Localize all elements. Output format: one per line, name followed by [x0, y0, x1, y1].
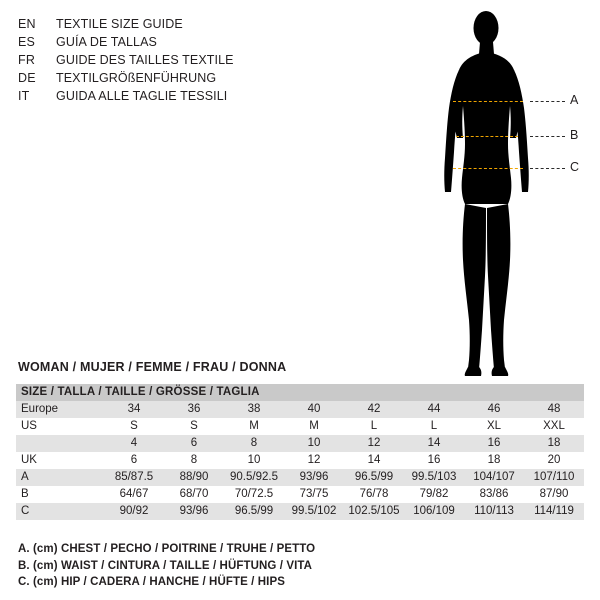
row-label: Europe: [16, 401, 104, 418]
table-cell: 14: [404, 435, 464, 452]
table-cell: S: [164, 418, 224, 435]
table-cell: 36: [164, 401, 224, 418]
table-cell: 99.5/103: [404, 469, 464, 486]
table-cell: 34: [104, 401, 164, 418]
table-cell: 99.5/102: [284, 503, 344, 520]
measurement-notes: [18, 541, 578, 591]
note-hip: C. (cm) HIP / CADERA / HANCHE / HÜFTE / HIPS: [18, 576, 286, 588]
table-cell: 73/75: [284, 486, 344, 503]
row-label: US: [16, 418, 104, 435]
table-cell: 87/90: [524, 486, 584, 503]
table-cell: 96.5/99: [224, 503, 284, 520]
table-cell: L: [404, 418, 464, 435]
table-cell: 64/67: [104, 486, 164, 503]
table-cell: 96.5/99: [344, 469, 404, 486]
table-cell: 107/110: [524, 469, 584, 486]
table-row: [16, 401, 584, 418]
row-label: C: [16, 503, 104, 520]
hip-measure-line: [453, 168, 523, 169]
table-cell: 79/82: [404, 486, 464, 503]
table-cell: XXL: [524, 418, 584, 435]
table-cell: 38: [224, 401, 284, 418]
size-table: [16, 384, 584, 520]
language-code: IT: [18, 89, 30, 103]
measure-label-a: A: [570, 93, 579, 107]
table-cell: 10: [224, 452, 284, 469]
table-cell: 14: [344, 452, 404, 469]
table-cell: 8: [164, 452, 224, 469]
language-title: GUIDA ALLE TAGLIE TESSILI: [56, 89, 228, 103]
language-code: DE: [18, 71, 36, 85]
language-row: [18, 51, 328, 69]
table-cell: 44: [404, 401, 464, 418]
table-header-row: [16, 384, 584, 401]
table-cell: L: [344, 418, 404, 435]
table-cell: 46: [464, 401, 524, 418]
table-cell: 42: [344, 401, 404, 418]
table-cell: 16: [464, 435, 524, 452]
language-title: GUIDE DES TAILLES TEXTILE: [56, 53, 234, 67]
language-code: FR: [18, 53, 36, 67]
note-chest: A. (cm) CHEST / PECHO / POITRINE / TRUHE / PETTO: [18, 543, 316, 555]
table-cell: 104/107: [464, 469, 524, 486]
table-cell: 85/87.5: [104, 469, 164, 486]
table-cell: 8: [224, 435, 284, 452]
row-label: B: [16, 486, 104, 503]
section-title: WOMAN / MUJER / FEMME / FRAU / DONNA: [18, 360, 287, 374]
language-code: EN: [18, 17, 36, 31]
language-title: TEXTILE SIZE GUIDE: [56, 17, 183, 31]
table-cell: 90/92: [104, 503, 164, 520]
table-row: [16, 503, 584, 520]
chest-measure-line: [453, 101, 523, 102]
table-cell: 40: [284, 401, 344, 418]
language-row: [18, 69, 328, 87]
table-cell: 88/90: [164, 469, 224, 486]
table-cell: M: [224, 418, 284, 435]
table-cell: 114/119: [524, 503, 584, 520]
table-cell: 4: [104, 435, 164, 452]
table-cell: 106/109: [404, 503, 464, 520]
table-cell: 6: [104, 452, 164, 469]
table-cell: 12: [284, 452, 344, 469]
table-cell: 20: [524, 452, 584, 469]
table-cell: 93/96: [284, 469, 344, 486]
language-list: [18, 15, 328, 105]
table-cell: 68/70: [164, 486, 224, 503]
table-row: [16, 452, 584, 469]
waist-measure-line: [456, 136, 518, 137]
table-cell: S: [104, 418, 164, 435]
table-cell: 102.5/105: [344, 503, 404, 520]
table-cell: M: [284, 418, 344, 435]
table-row: [16, 469, 584, 486]
body-figure-diagram: [420, 8, 590, 378]
language-title: TEXTILGRÖßENFÜHRUNG: [56, 71, 217, 85]
language-title: GUÍA DE TALLAS: [56, 35, 157, 49]
language-row: [18, 33, 328, 51]
row-label: A: [16, 469, 104, 486]
row-label: [16, 435, 104, 452]
table-row: [16, 418, 584, 435]
language-row: [18, 15, 328, 33]
waist-leader-line: [530, 136, 565, 137]
measure-label-b: B: [570, 128, 579, 142]
note-waist: B. (cm) WAIST / CINTURA / TAILLE / HÜFTUNG / VITA: [18, 559, 313, 572]
hip-leader-line: [530, 168, 565, 169]
table-cell: 90.5/92.5: [224, 469, 284, 486]
table-cell: 70/72.5: [224, 486, 284, 503]
table-cell: 16: [404, 452, 464, 469]
table-cell: 93/96: [164, 503, 224, 520]
table-cell: 83/86: [464, 486, 524, 503]
table-row: [16, 486, 584, 503]
table-row: [16, 435, 584, 452]
table-cell: 76/78: [344, 486, 404, 503]
table-cell: XL: [464, 418, 524, 435]
measure-label-c: C: [570, 160, 580, 174]
chest-leader-line: [530, 101, 565, 102]
row-label: UK: [16, 452, 104, 469]
language-row: [18, 87, 328, 105]
table-cell: 18: [524, 435, 584, 452]
table-header-label: SIZE / TALLA / TAILLE / GRÖSSE / TAGLIA: [16, 384, 584, 401]
table-cell: 110/113: [464, 503, 524, 520]
table-cell: 10: [284, 435, 344, 452]
table-cell: 18: [464, 452, 524, 469]
female-silhouette-icon: [420, 8, 590, 378]
table-cell: 12: [344, 435, 404, 452]
language-code: ES: [18, 35, 36, 49]
table-cell: 48: [524, 401, 584, 418]
table-cell: 6: [164, 435, 224, 452]
